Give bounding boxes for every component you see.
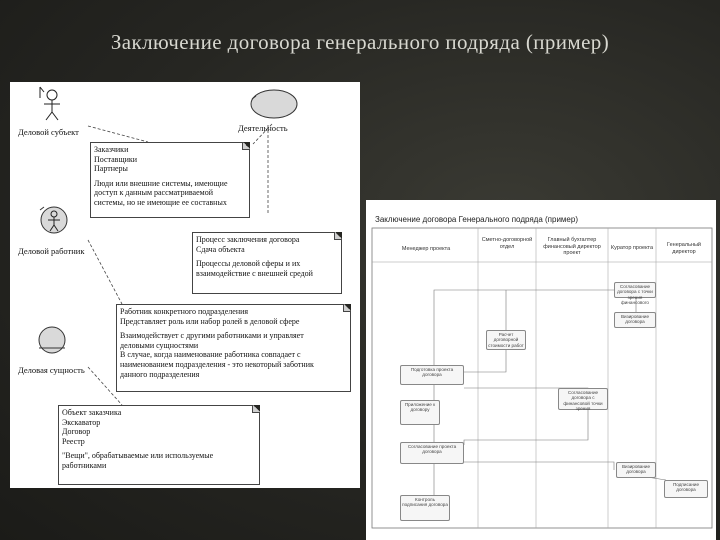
entity-note: Объект заказчика Экскаватор Договор Реестр "Вещи", обрабатываемые или используемые работниками — [58, 405, 260, 485]
process-title: Заключение договора Генерального подряда (пример) — [375, 215, 578, 224]
activity-box: Расчет договорной стоимости работ — [486, 330, 526, 350]
activity-box: Визирование договора — [616, 462, 656, 478]
activity-box: Согласование договора с точки зрения финансового — [614, 282, 656, 298]
business-worker-label: Деловой работник — [18, 246, 85, 256]
lane-project-curator: Куратор проекта — [610, 245, 654, 251]
business-entity-label: Деловая сущность — [18, 365, 85, 375]
business-subject-label: Деловой субъект — [18, 127, 79, 137]
business-entity-icon — [39, 327, 65, 353]
activity-box: Контроль подписания договора — [400, 495, 450, 521]
activity-box: Согласование проекта договора — [400, 442, 464, 464]
lane-project-manager: Менеджер проекта — [401, 246, 451, 252]
business-worker-icon — [40, 207, 67, 233]
activity-box: Подписание договора — [664, 480, 708, 498]
lane-contracts-dept: Сметно-договорной отдел — [481, 237, 533, 250]
activity-box: Согласование договора с финансовой точки зрения — [558, 388, 608, 410]
activity-note: Процесс заключения договора Сдача объекта Процессы деловой сферы и их взаимодействие с внешней средой — [192, 232, 342, 294]
worker-note: Работник конкретного подразделения Представляет роль или набор ролей в деловой сфере Взаимодействует с другими работниками и управляет деловыми сущностями В случае, когда наименование работника совпадает с наименованием подразделения - это некоторый заботник данного подразделения — [116, 304, 351, 392]
lane-chief-accountant: Главный бухгалтер финансовый директор проект — [543, 237, 601, 256]
subject-note: Заказчики Поставщики Партнеры Люди или внешние системы, имеющие доступ к данным рассматриваемой системы, но не имеющие ее составных — [90, 142, 250, 218]
activity-box: Визирование договора — [614, 312, 656, 328]
business-modeling-legend — [10, 82, 360, 488]
lane-general-director: Генеральный директор — [666, 242, 702, 255]
activity-box: Приложение к договору — [400, 400, 440, 425]
activity-label: Деятельность — [238, 123, 288, 133]
activity-box: Подготовка проекта договора — [400, 365, 464, 385]
business-subject-icon — [40, 87, 60, 120]
process-swimlane-diagram — [366, 200, 716, 540]
activity-icon — [251, 90, 297, 118]
slide-title: Заключение договора генерального подряда (пример) — [110, 30, 610, 54]
